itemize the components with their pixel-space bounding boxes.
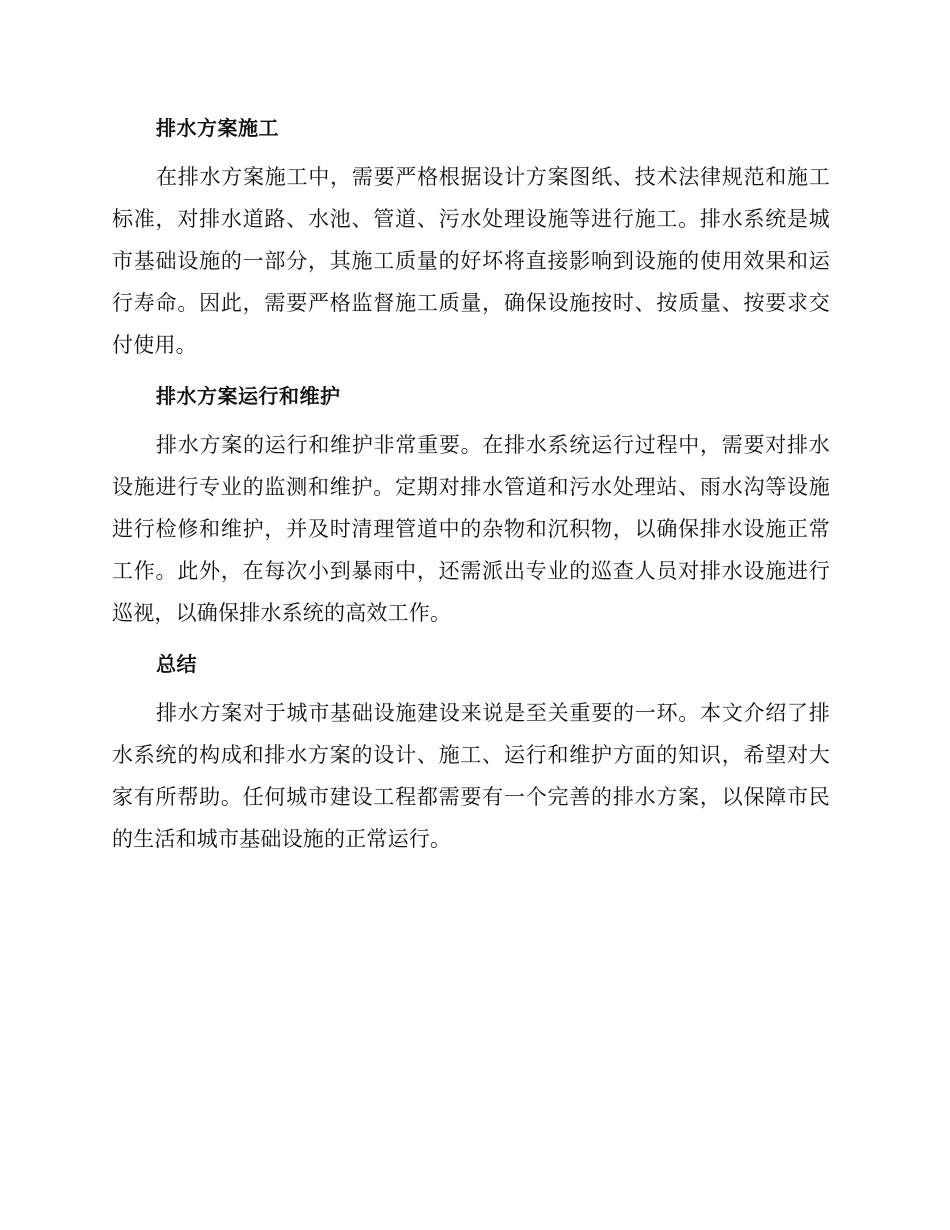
document-page xyxy=(112,108,830,870)
section-heading-construction: 排水方案施工 xyxy=(156,116,279,140)
section-body-summary: 排水方案对于城市基础设施建设来说是至关重要的一环。本文介绍了排水系统的构成和排水方案的设计、施工、运行和维护方面的知识，希望对大家有所帮助。任何城市建设工程都需要有一个完善的排水方案，以保障市民的生活和城市基础设施的正常运行。 xyxy=(112,701,830,851)
section-heading-operation-maintenance: 排水方案运行和维护 xyxy=(156,384,341,408)
section-heading-summary: 总结 xyxy=(156,652,197,676)
section-body-construction: 在排水方案施工中，需要严格根据设计方案图纸、技术法律规范和施工标准，对排水道路、水池、管道、污水处理设施等进行施工。排水系统是城市基础设施的一部分，其施工质量的好坏将直接影响到设施的使用效果和运行寿命。因此，需要严格监督施工质量，确保设施按时、按质量、按要求交付使用。 xyxy=(112,165,830,357)
section-body-operation-maintenance: 排水方案的运行和维护非常重要。在排水系统运行过程中，需要对排水设施进行专业的监测和维护。定期对排水管道和污水处理站、雨水沟等设施进行检修和维护，并及时清理管道中的杂物和沉积物，以确保排水设施正常工作。此外，在每次小到暴雨中，还需派出专业的巡查人员对排水设施进行巡视，以确保排水系统的高效工作。 xyxy=(112,433,830,625)
